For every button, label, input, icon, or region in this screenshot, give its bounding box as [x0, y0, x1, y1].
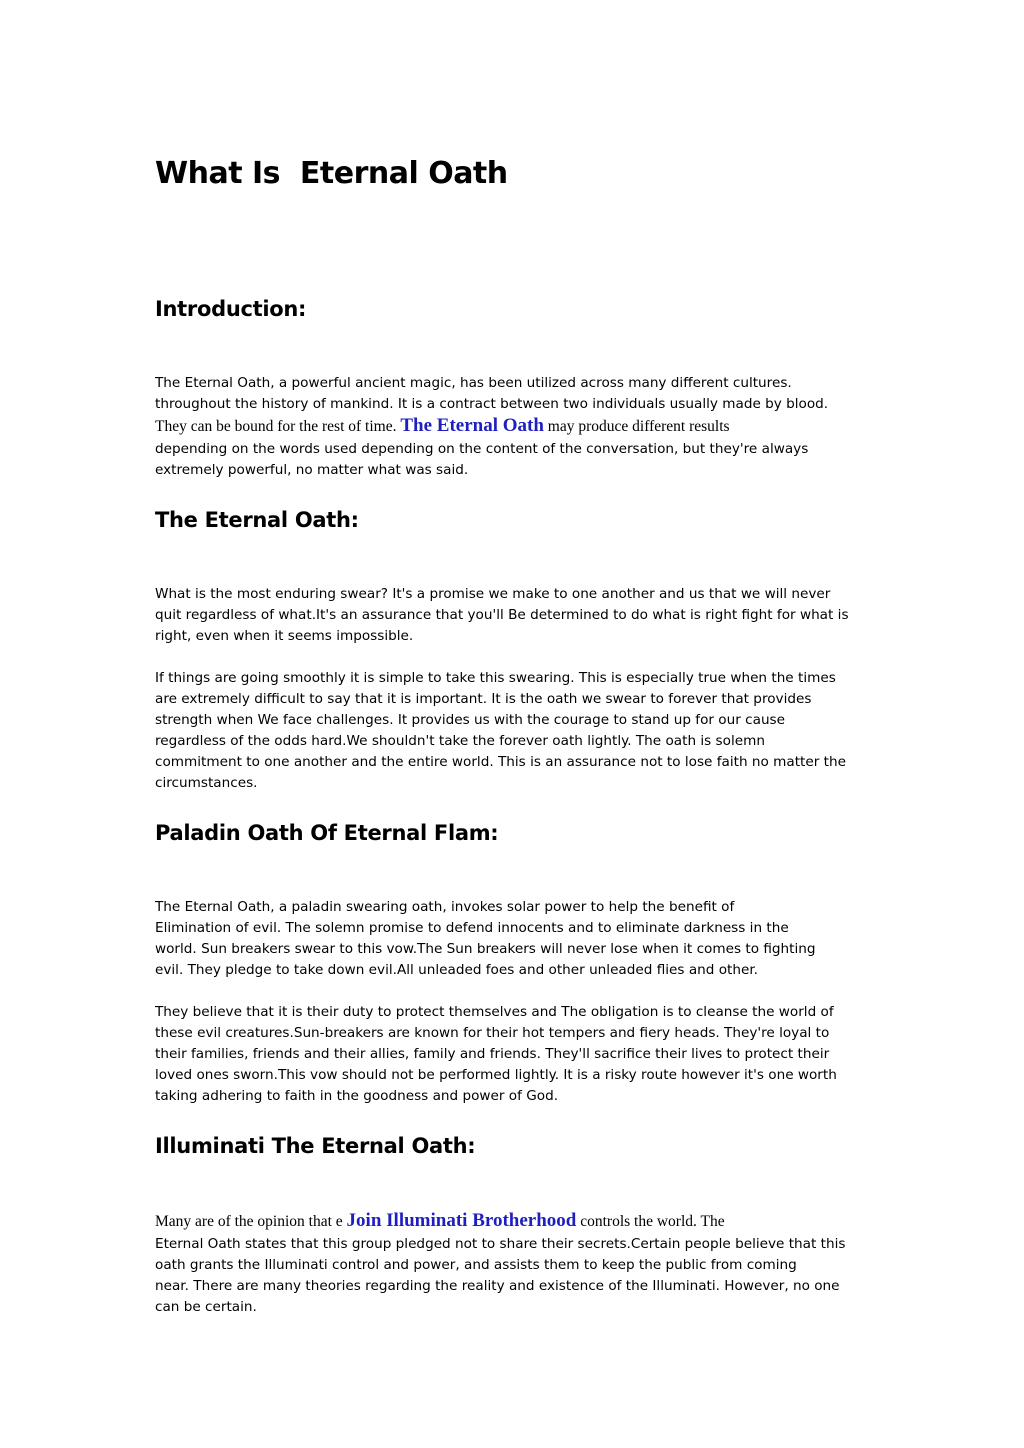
paragraph-line: strength when We face challenges. It provides us with the courage to stand up for our cause [155, 712, 786, 728]
inline-text: may produce different results [543, 418, 730, 435]
section-heading-illuminati: Illuminati The Eternal Oath: [155, 1134, 476, 1158]
paragraph-line: depending on the words used depending on the content of the conversation, but they're always [155, 441, 809, 457]
paragraph-line: loved ones sworn.This vow should not be performed lightly. It is a risky route however it's one worth [155, 1067, 837, 1083]
eternal-oath-link[interactable]: The Eternal Oath [400, 415, 544, 436]
paragraph-line: Elimination of evil. The solemn promise to defend innocents and to eliminate darkness in the [155, 920, 789, 936]
paragraph-line-with-link [155, 1210, 725, 1233]
paragraph-line: are extremely difficult to say that it is important. It is the oath we swear to forever that provides [155, 691, 812, 707]
paragraph-line: these evil creatures.Sun-breakers are known for their hot tempers and fiery heads. They're loyal to [155, 1025, 830, 1041]
paragraph-line: If things are going smoothly it is simple to take this swearing. This is especially true when the times [155, 670, 836, 686]
paragraph-line: circumstances. [155, 775, 258, 791]
paragraph-line: throughout the history of mankind. It is a contract between two individuals usually made by blood. [155, 396, 829, 412]
paragraph-line: taking adhering to faith in the goodness and power of God. [155, 1088, 559, 1104]
paragraph-line: The Eternal Oath, a paladin swearing oath, invokes solar power to help the benefit of [155, 899, 735, 915]
paragraph-line-with-link [155, 415, 730, 438]
join-illuminati-link[interactable]: Join Illuminati Brotherhood [346, 1210, 577, 1231]
section-heading-introduction: Introduction: [155, 297, 307, 321]
paragraph-line: can be certain. [155, 1299, 257, 1315]
paragraph-line: The Eternal Oath, a powerful ancient magic, has been utilized across many different cultures. [155, 375, 792, 391]
paragraph-line: commitment to one another and the entire world. This is an assurance not to lose faith no matter the [155, 754, 846, 770]
paragraph-line: right, even when it seems impossible. [155, 628, 414, 644]
paragraph-line: world. Sun breakers swear to this vow.The Sun breakers will never lose when it comes to fighting [155, 941, 816, 957]
paragraph-line: their families, friends and their allies, family and friends. They'll sacrifice their lives to protect their [155, 1046, 830, 1062]
section-heading-paladin-oath: Paladin Oath Of Eternal Flam: [155, 821, 499, 845]
inline-text: They can be bound for the rest of time. [155, 418, 401, 435]
inline-text: controls the world. The [576, 1213, 725, 1230]
section-heading-the-eternal-oath: The Eternal Oath: [155, 508, 359, 532]
paragraph-line: oath grants the Illuminati control and power, and assists them to keep the public from coming [155, 1257, 797, 1273]
paragraph-line: regardless of the odds hard.We shouldn't take the forever oath lightly. The oath is solemn [155, 733, 765, 749]
paragraph-line: near. There are many theories regarding the reality and existence of the Illuminati. However, no one [155, 1278, 840, 1294]
paragraph-line: They believe that it is their duty to protect themselves and The obligation is to cleanse the world of [155, 1004, 834, 1020]
page-title: What Is Eternal Oath [155, 156, 508, 191]
paragraph-line: What is the most enduring swear? It's a promise we make to one another and us that we will never [155, 586, 831, 602]
inline-text: Many are of the opinion that e [155, 1213, 347, 1230]
paragraph-line: Eternal Oath states that this group pledged not to share their secrets.Certain people believe that this [155, 1236, 846, 1252]
paragraph-line: quit regardless of what.It's an assurance that you'll Be determined to do what is right fight for what is [155, 607, 849, 623]
paragraph-line: evil. They pledge to take down evil.All unleaded foes and other unleaded flies and other. [155, 962, 758, 978]
paragraph-line: extremely powerful, no matter what was said. [155, 462, 469, 478]
